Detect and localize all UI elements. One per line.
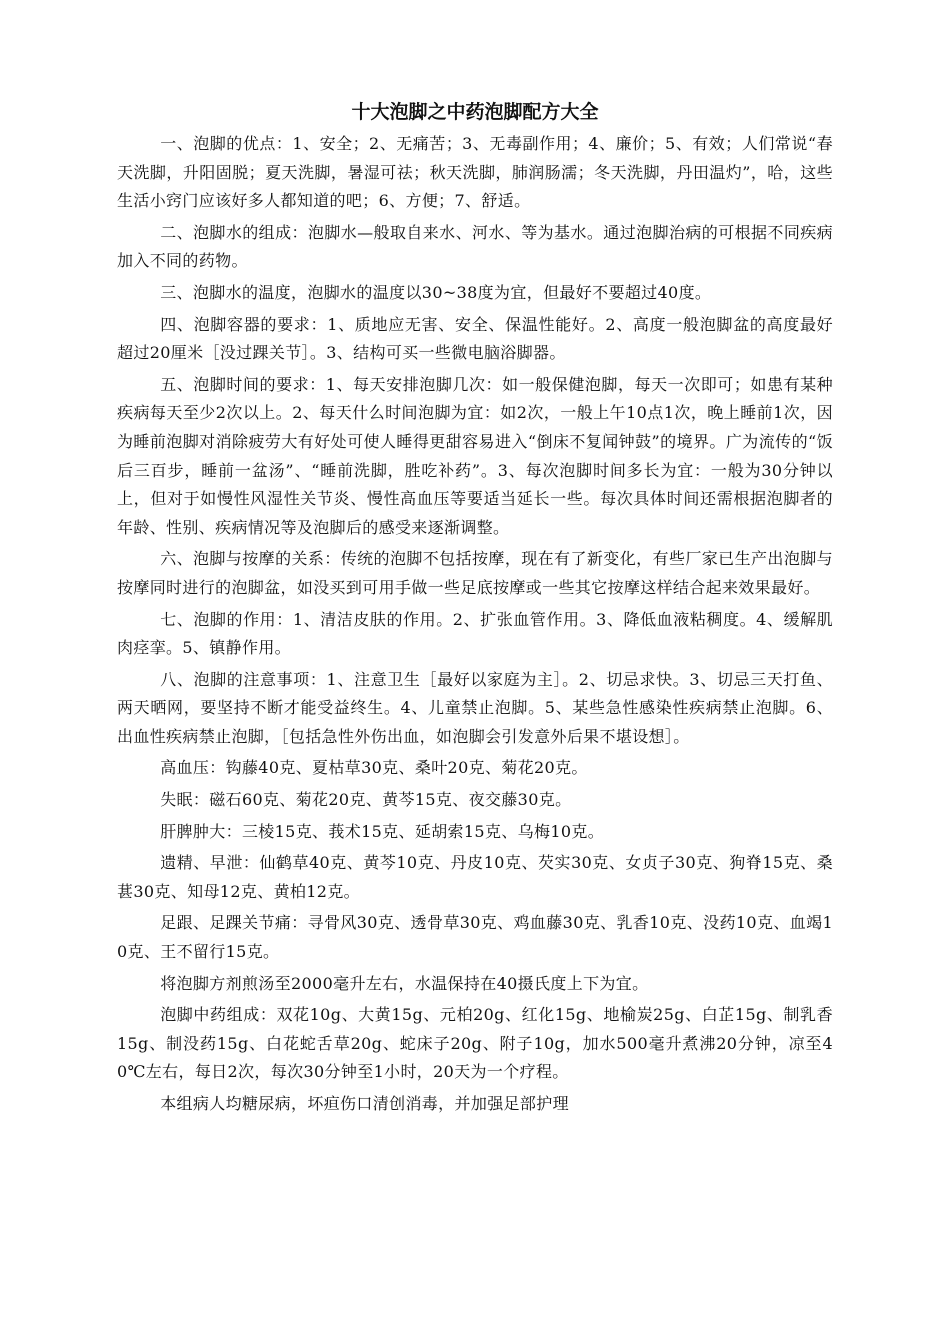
paragraph-decoction-method: 将泡脚方剂煎汤至2000毫升左右，水温保持在40摄氏度上下为宜。 <box>160 973 649 993</box>
paragraph-water-composition: 二、泡脚水的组成：泡脚水—般取自来水、河水、等为基水。通过泡脚治病的可根据不同疾病加入不同的药物。 <box>117 222 833 271</box>
recipe-composition: 泡脚中药组成：双花10g、大黄15g、元柏20g、红化15g、地榆炭25g、白芷15g、制乳香15g、制没药15g、白花蛇舌草20g、蛇床子20g、附子10g，加水500毫升煮沸20分钟，凉至40℃左右，每日2次，每次30分钟至1小时，20天为一个疗程。 <box>117 1005 833 1082</box>
recipe-insomnia: 失眠：磁石60克、菊花20克、黄芩15克、夜交藤30克。 <box>160 790 572 810</box>
paragraph-effects: 七、泡脚的作用：1、清洁皮肤的作用。2、扩张血管作用。3、降低血液粘稠度。4、缓解肌肉痉挛。5、镇静作用。 <box>117 609 833 658</box>
recipe-heel-ankle-pain: 足跟、足踝关节痛：寻骨风30克、透骨草30克、鸡血藤30克、乳香10克、没药10克、血竭10克、王不留行15克。 <box>117 913 833 962</box>
paragraph-water-temperature: 三、泡脚水的温度，泡脚水的温度以30~38度为宜，但最好不要超过40度。 <box>160 282 712 302</box>
paragraph-precautions: 八、泡脚的注意事项：1、注意卫生［最好以家庭为主］。2、切忌求快。3、切忌三天打鱼、两天晒网，要坚持不断才能受益终生。4、儿童禁止泡脚。5、某些急性感染性疾病禁止泡脚。6、出血性疾病禁止泡脚，［包括急性外伤出血，如泡脚会引发意外后果不堪设想］。 <box>117 669 833 746</box>
paragraph-advantages: 一、泡脚的优点：1、安全；2、无痛苦；3、无毒副作用；4、廉价；5、有效；人们常说“春天洗脚，升阳固脱；夏天洗脚，暑湿可祛；秋天洗脚，肺润肠濡；冬天洗脚，丹田温灼”，哈，这些生活小窍门应该好多人都知道的吧；6、方便；7、舒适。 <box>117 134 833 211</box>
recipe-hepatosplenomegaly: 肝脾肿大：三棱15克、莪术15克、延胡索15克、乌梅10克。 <box>160 821 605 841</box>
document-title: 十大泡脚之中药泡脚配方大全 <box>351 101 599 123</box>
paragraph-time-requirements: 五、泡脚时间的要求：1、每天安排泡脚几次：如一般保健泡脚，每天一次即可；如患有某种疾病每天至少2次以上。2、每天什么时间泡脚为宜：如2次，一般上午10点1次，晚上睡前1次，因为睡前泡脚对消除疲劳大有好处可使人睡得更甜容易进入“倒床不复闻钟鼓”的境界。广为流传的“饭后三百步，睡前一盆汤”、“睡前洗脚，胜吃补药”。3、每次泡脚时间多长为宜：一般为30分钟以上，但对于如慢性风湿性关节炎、慢性高血压等要适当延长一些。每次具体时间还需根据泡脚者的年龄、性别、疾病情况等及泡脚后的感受来逐渐调整。 <box>117 374 833 537</box>
recipe-hypertension: 高血压：钩藤40克、夏枯草30克、桑叶20克、菊花20克。 <box>160 758 588 778</box>
document-page <box>117 98 833 1122</box>
recipe-emission: 遗精、早泄：仙鹤草40克、黄芩10克、丹皮10克、芡实30克、女贞子30克、狗脊15克、桑葚30克、知母12克、黄柏12克。 <box>117 853 833 901</box>
paragraph-massage-relation: 六、泡脚与按摩的关系：传统的泡脚不包括按摩，现在有了新变化，有些厂家已生产出泡脚与按摩同时进行的泡脚盆，如没买到可用手做一些足底按摩或一些其它按摩这样结合起来效果最好。 <box>117 549 833 597</box>
paragraph-container-requirements: 四、泡脚容器的要求：1、质地应无害、安全、保温性能好。2、高度一般泡脚盆的高度最好超过20厘米［没过踝关节］。3、结构可买一些微电脑浴脚器。 <box>117 314 833 363</box>
paragraph-diabetes-note: 本组病人均糖尿病，坏疸伤口清创消毒，并加强足部护理 <box>160 1094 569 1113</box>
